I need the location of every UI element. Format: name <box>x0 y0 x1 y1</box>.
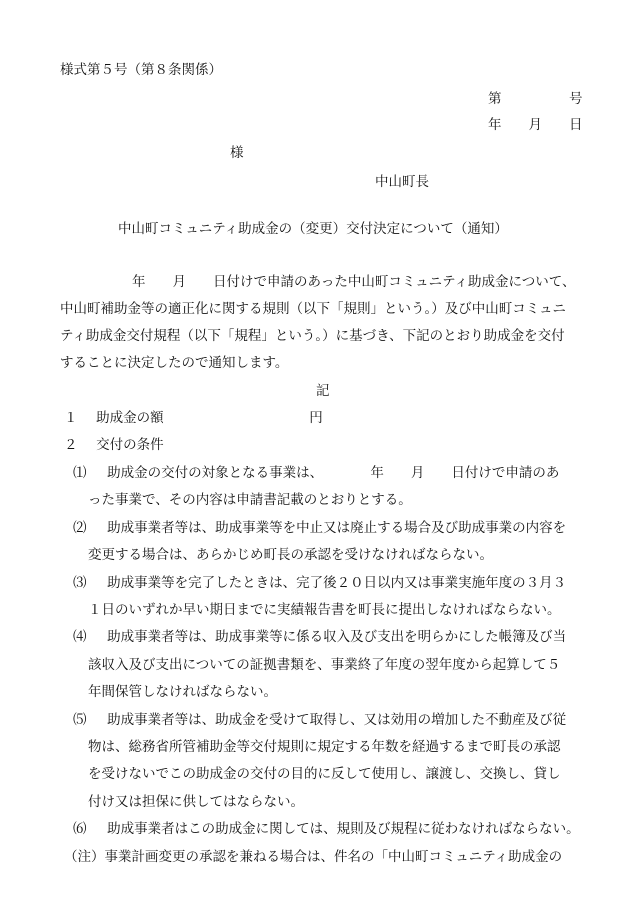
recipient-suffix: 様 <box>230 145 244 161</box>
condition-number: ⑹ <box>73 821 87 837</box>
condition-text: 変更する場合は、あらかじめ町長の承認を受けなければならない。 <box>88 547 493 563</box>
condition-text: 助成事業等を完了したときは、完了後２０日以内又は事業実施年度の３月３ <box>107 575 567 591</box>
body-line: ティ助成金交付規程（以下「規程」という。）に基づき、下記のとおり助成金を交付 <box>60 328 565 344</box>
section-2 <box>64 435 164 455</box>
section-2-label: 交付の条件 <box>96 437 164 453</box>
condition-text: 年間保管しなければならない。 <box>88 684 277 700</box>
condition-text: 助成事業者はこの助成金に関しては、規則及び規程に従わなければならない。 <box>107 821 580 837</box>
section-1-label: 助成金の額 <box>96 410 164 426</box>
condition-item <box>73 819 580 839</box>
body-line: することに決定したので通知します。 <box>60 355 289 371</box>
section-1-unit: 円 <box>309 410 323 426</box>
section-1-number: １ <box>64 410 78 426</box>
condition-item <box>73 573 566 593</box>
condition-text: 助成事業者等は、助成金を受けて取得し、又は効用の増加した不動産及び従 <box>107 712 567 728</box>
issuer-name: 中山町長 <box>375 174 429 190</box>
condition-text: った事業で、その内容は申請書記載のとおりとする。 <box>88 492 412 508</box>
condition-text: 助成事業者等は、助成事業等を中止又は廃止する場合及び助成事業の内容を <box>107 520 567 536</box>
section-2-number: ２ <box>64 437 78 453</box>
condition-item <box>73 463 559 483</box>
condition-text: 該収入及び支出についての証拠書類を、事業終了年度の翌年度から起算して５ <box>88 657 561 673</box>
document-date: 年 月 日 <box>488 117 583 133</box>
condition-text: １日のいずれか早い期日までに実績報告書を町長に提出しなければならない。 <box>88 602 561 618</box>
condition-number: ⑶ <box>73 575 87 591</box>
body-line: 年 月 日付けで申請のあった中山町コミュニティ助成金について、 <box>132 274 576 290</box>
condition-text: 物は、総務省所管補助金等交付規則に規定する年数を経過するまで町長の承認 <box>88 739 561 755</box>
body-line: 中山町補助金等の適正化に関する規則（以下「規則」という。）及び中山町コミュニ <box>60 301 566 317</box>
condition-number: ⑷ <box>73 629 87 645</box>
section-1 <box>64 408 323 428</box>
condition-text: 付け又は担保に供してはならない。 <box>88 794 304 810</box>
body-paragraph <box>60 269 600 377</box>
condition-item <box>73 627 566 647</box>
document-title: 中山町コミュニティ助成金の（変更）交付決定について（通知） <box>118 221 508 237</box>
ki-heading: 記 <box>316 383 330 399</box>
condition-item <box>73 710 566 730</box>
footnote: （注）事業計画変更の承認を兼ねる場合は、件名の「中山町コミュニティ助成金の <box>64 849 563 865</box>
form-label: 様式第５号（第８条関係） <box>60 62 222 78</box>
condition-item <box>73 518 566 538</box>
condition-number: ⑸ <box>73 712 87 728</box>
condition-text: 助成事業者等は、助成事業等に係る収入及び支出を明らかにした帳簿及び当 <box>107 629 567 645</box>
condition-text: を受けないでこの助成金の交付の目的に反して使用し、譲渡し、交換し、貸し <box>88 766 561 782</box>
condition-text: 助成金の交付の対象となる事業は、 年 月 日付けで申請のあ <box>107 465 560 481</box>
condition-number: ⑴ <box>73 465 87 481</box>
condition-number: ⑵ <box>73 520 87 536</box>
document-number: 第 号 <box>488 91 583 107</box>
